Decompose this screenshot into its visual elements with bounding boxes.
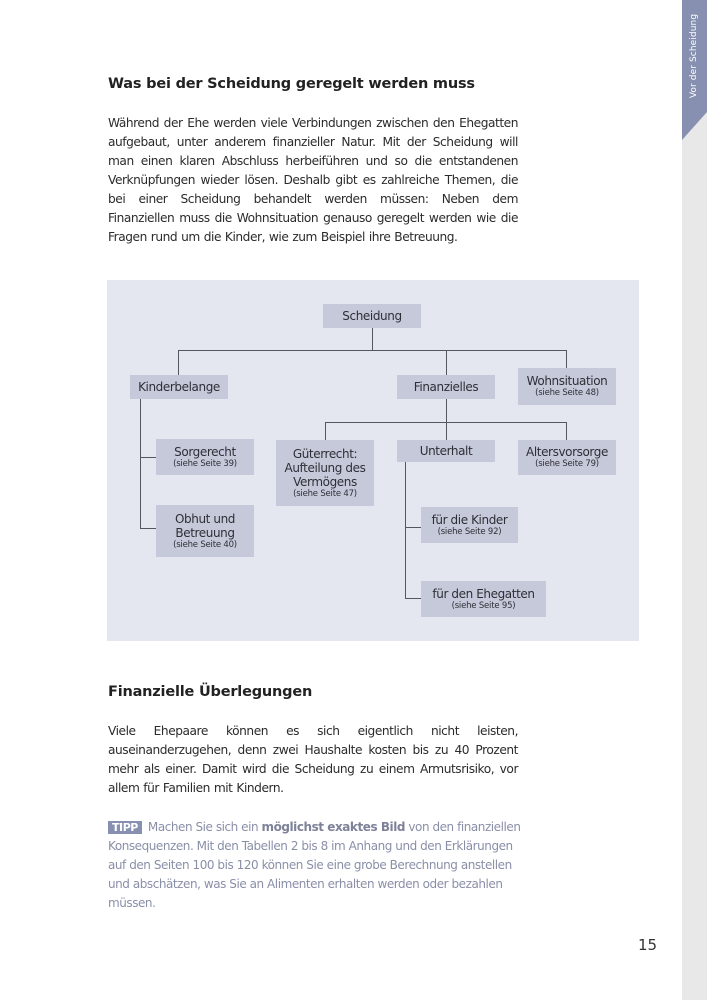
node-label: Betreuung: [175, 525, 235, 540]
node-label: Scheidung: [342, 309, 402, 323]
intro-paragraph: Während der Ehe werden viele Verbindungen zwischen den Ehegatten aufgebaut, unter anderem finanzieller Natur. Mit der Scheidung will man einen klaren Abschluss herbeiführen und so die entstandenen Verknüpfungen wieder lösen. Deshalb gibt es zahlreiche Themen, die bei einer Scheidung behandelt werden müssen: Neben dem Finanziellen muss die Wohnsituation genauso geregelt werden wie die Fragen rund um die Kinder, wie zum Beispiel ihre Betreuung.: [108, 116, 518, 244]
node-page-ref: (siehe Seite 48): [535, 388, 599, 398]
node-label: für den Ehegatten: [432, 586, 535, 601]
connector: [446, 399, 447, 440]
node-label: für die Kinder: [431, 512, 508, 527]
connector: [405, 598, 421, 599]
node-label: Kinderbelange: [138, 380, 220, 394]
connector: [140, 457, 156, 458]
connector: [372, 328, 373, 350]
node-label: Sorgerecht: [174, 444, 236, 459]
connector: [405, 462, 406, 599]
section-heading: Was bei der Scheidung geregelt werden muss: [108, 76, 475, 92]
node-altersvorsorge: [518, 440, 616, 475]
node-page-ref: (siehe Seite 92): [437, 526, 502, 537]
node-gueterrecht: [276, 440, 374, 506]
connector: [566, 422, 567, 440]
section-heading: Finanzielle Überlegungen: [108, 684, 313, 700]
node-sorgerecht: [156, 439, 254, 475]
node-label: Unterhalt: [419, 444, 473, 458]
tip-box: [108, 818, 528, 913]
node-unterhalt: [397, 440, 495, 462]
node-page-ref: (siehe Seite 79): [535, 459, 599, 469]
connector: [325, 422, 567, 423]
connector: [140, 399, 141, 529]
node-finanzielles: [397, 375, 495, 399]
node-fuer-die-kinder: [421, 507, 518, 543]
node-kinderbelange: [130, 375, 228, 399]
connector: [566, 350, 567, 368]
node-scheidung: [323, 304, 421, 328]
finance-paragraph: Viele Ehepaare können es sich eigentlich nicht leisten, auseinanderzugehen, denn zwei Haushalte kosten bis zu 40 Prozent mehr als einer. Damit wird die Scheidung zu einem Armutsrisiko, vor allem für Familien mit Kindern.: [108, 724, 518, 795]
side-tab-text: Vor der Scheidung: [689, 13, 700, 99]
connector: [325, 422, 326, 440]
node-label: Altersvorsorge: [526, 445, 608, 459]
node-label: Vermögens: [293, 474, 357, 489]
tip-text: Machen Sie sich ein: [147, 820, 262, 834]
node-page-ref: (siehe Seite 39): [173, 458, 237, 469]
node-page-ref: (siehe Seite 47): [293, 488, 357, 499]
side-tab-label: [682, 0, 707, 112]
tip-badge: TIPP: [108, 821, 142, 834]
tip-emphasis: möglichst exaktes Bild: [261, 820, 406, 834]
tip-text: von den finanziellen Konsequenzen. Mit den Tabellen 2 bis 8 im Anhang und den Erklärungen auf den Seiten 100 bis 120 können Sie eine grobe Berechnung anstellen und abschätzen, was Sie an Alimenten erhalten werden oder bezahlen müssen.: [108, 820, 521, 910]
node-label: Obhut und: [174, 511, 236, 526]
node-obhut: [156, 505, 254, 557]
node-label: Aufteilung des: [284, 460, 366, 475]
node-label: Güterrecht:: [292, 446, 358, 461]
node-label: Wohnsituation: [526, 374, 608, 388]
node-wohnsituation: [518, 368, 616, 405]
connector: [178, 350, 179, 375]
node-label: Finanzielles: [413, 380, 479, 394]
node-page-ref: (siehe Seite 40): [173, 539, 237, 550]
connector: [178, 350, 567, 351]
node-page-ref: (siehe Seite 95): [451, 600, 516, 611]
page-number: 15: [638, 936, 658, 954]
connector: [446, 350, 447, 375]
connector: [405, 527, 421, 528]
page-margin-bar: [682, 0, 707, 1000]
connector: [140, 528, 156, 529]
node-fuer-den-ehegatten: [421, 581, 546, 617]
